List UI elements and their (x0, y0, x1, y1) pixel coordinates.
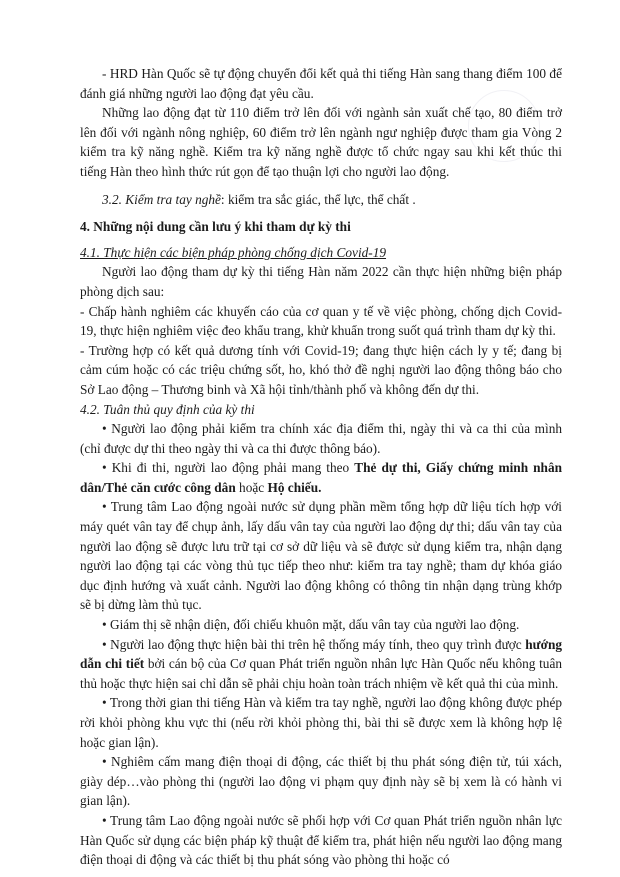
paragraph-score-thresholds: Những lao động đạt từ 110 điểm trở lên đối với ngành sản xuất chế tạo, 80 điểm trở lên đối với ngành nông nghiệp, 60 điểm trở lên ngành ngư nghiệp được tham gia Vòng 2 kiểm tra kỹ năng nghề. Kiểm tra kỹ năng nghề được tổ chức ngay sau khi kết thúc thi tiếng Hàn theo hình thức rút gọn để tạo thuận lợi cho người lao động. (80, 105, 562, 179)
bullet-identity-check: • Giám thị sẽ nhận diện, đối chiếu khuôn mặt, dấu vân tay của người lao động. (102, 617, 520, 633)
bullet-documents-mid: hoặc (235, 479, 268, 495)
bullet-computer-test (80, 635, 562, 694)
skill-test-label: 3.2. Kiểm tra tay nghề (102, 191, 221, 207)
paragraph-covid-intro: Người lao động tham dự kỳ thi tiếng Hàn năm 2022 cần thực hiện những biện pháp phòng dịch sau: (80, 264, 562, 299)
bullet-no-leaving: • Trong thời gian thi tiếng Hàn và kiểm tra tay nghề, người lao động không được phép rời khỏi phòng khu vực thi (nếu rời khỏi phòng thi, bài thi sẽ được xem là không hợp lệ hoặc gian lận). (80, 695, 562, 750)
bullet-computer-test-pre: • Người lao động thực hiện bài thi trên hệ thống máy tính, theo quy trình được (102, 636, 526, 652)
paragraph-skill-test (80, 190, 562, 210)
bullet-fingerprint: • Trung tâm Lao động ngoài nước sử dụng phần mềm tổng hợp dữ liệu tích hợp với máy quét vân tay để chụp ảnh, lấy dấu vân tay của người lao động dự thi; dấu vân tay của người lao động sẽ được lưu trữ tại cơ sở dữ liệu và sẽ được sử dụng kiểm tra, nhận dạng người lao động tại các vòng thủ tục tiếp theo như: kiểm tra tay nghề; tham dự khóa giáo dục định hướng và xuất cảnh. Người lao động không có thông tin nhận dạng trùng khớp sẽ bị dừng làm thủ tục. (80, 499, 562, 613)
paragraph-covid-rule-1: - Chấp hành nghiêm các khuyến cáo của cơ quan y tế về việc phòng, chống dịch Covid-19, thực hiện nghiêm việc đeo khẩu trang, khử khuẩn trong suốt quá trình tham dự kỳ thi. (80, 303, 562, 339)
subheading-4-1: 4.1. Thực hiện các biện pháp phòng chống dịch Covid-19 (80, 244, 387, 260)
paragraph-hrd-conversion: - HRD Hàn Quốc sẽ tự động chuyển đổi kết quả thi tiếng Hàn sang thang điểm 100 để đánh giá những người lao động đạt yêu cầu. (80, 66, 562, 101)
bullet-computer-test-post: bởi cán bộ của Cơ quan Phát triển nguồn nhân lực Hàn Quốc nếu không tuân thủ hoặc thực hiện sai chỉ dẫn sẽ phải chịu hoàn toàn trách nhiệm về kết quả thi của mình. (80, 656, 562, 691)
bullet-computer-test-bold: hướng dẫn chi tiết (80, 636, 562, 672)
document-body (80, 64, 562, 870)
bullet-documents (80, 458, 562, 497)
bullet-technical-measures: • Trung tâm Lao động ngoài nước sẽ phối hợp với Cơ quan Phát triển nguồn nhân lực Hàn Quốc sử dụng các biện pháp kỹ thuật để kiểm tra, phát hiện nếu người lao động mang điện thoại di động và các thiết bị thu phát sóng vào phòng thi hoặc có (80, 812, 562, 868)
skill-test-text: : kiểm tra sắc giác, thể lực, thể chất . (220, 191, 416, 207)
bullet-documents-pre: • Khi đi thi, người lao động phải mang theo (102, 460, 355, 476)
bullet-documents-bold-1: Thẻ dự thi, Giấy chứng minh nhân dân/Thẻ căn cước công dân (80, 460, 562, 495)
bullet-documents-bold-2: Hộ chiếu. (267, 479, 322, 495)
bullet-check-schedule: • Người lao động phải kiểm tra chính xác địa điểm thi, ngày thi và ca thi của mình (chỉ được dự thi theo ngày thi và ca thi được thông báo). (80, 421, 562, 456)
bullet-prohibited-items: • Nghiêm cấm mang điện thoại di động, các thiết bị thu phát sóng điện tử, túi xách, giày dép…vào phòng thi (người lao động vi phạm quy định này sẽ bị xem là có hành vi gian lận). (80, 754, 562, 809)
section-heading-4: 4. Những nội dung cần lưu ý khi tham dự kỳ thi (80, 219, 351, 235)
paragraph-covid-rule-2: - Trường hợp có kết quả dương tính với Covid-19; đang thực hiện cách ly y tế; đang bị cảm cúm hoặc có các triệu chứng sốt, ho, khó thở đề nghị người lao động thông báo cho Sở Lao động – Thương binh và Xã hội tỉnh/thành phố và không đến dự thi. (80, 342, 562, 397)
subheading-4-2: 4.2. Tuân thủ quy định của kỳ thi (80, 401, 255, 417)
